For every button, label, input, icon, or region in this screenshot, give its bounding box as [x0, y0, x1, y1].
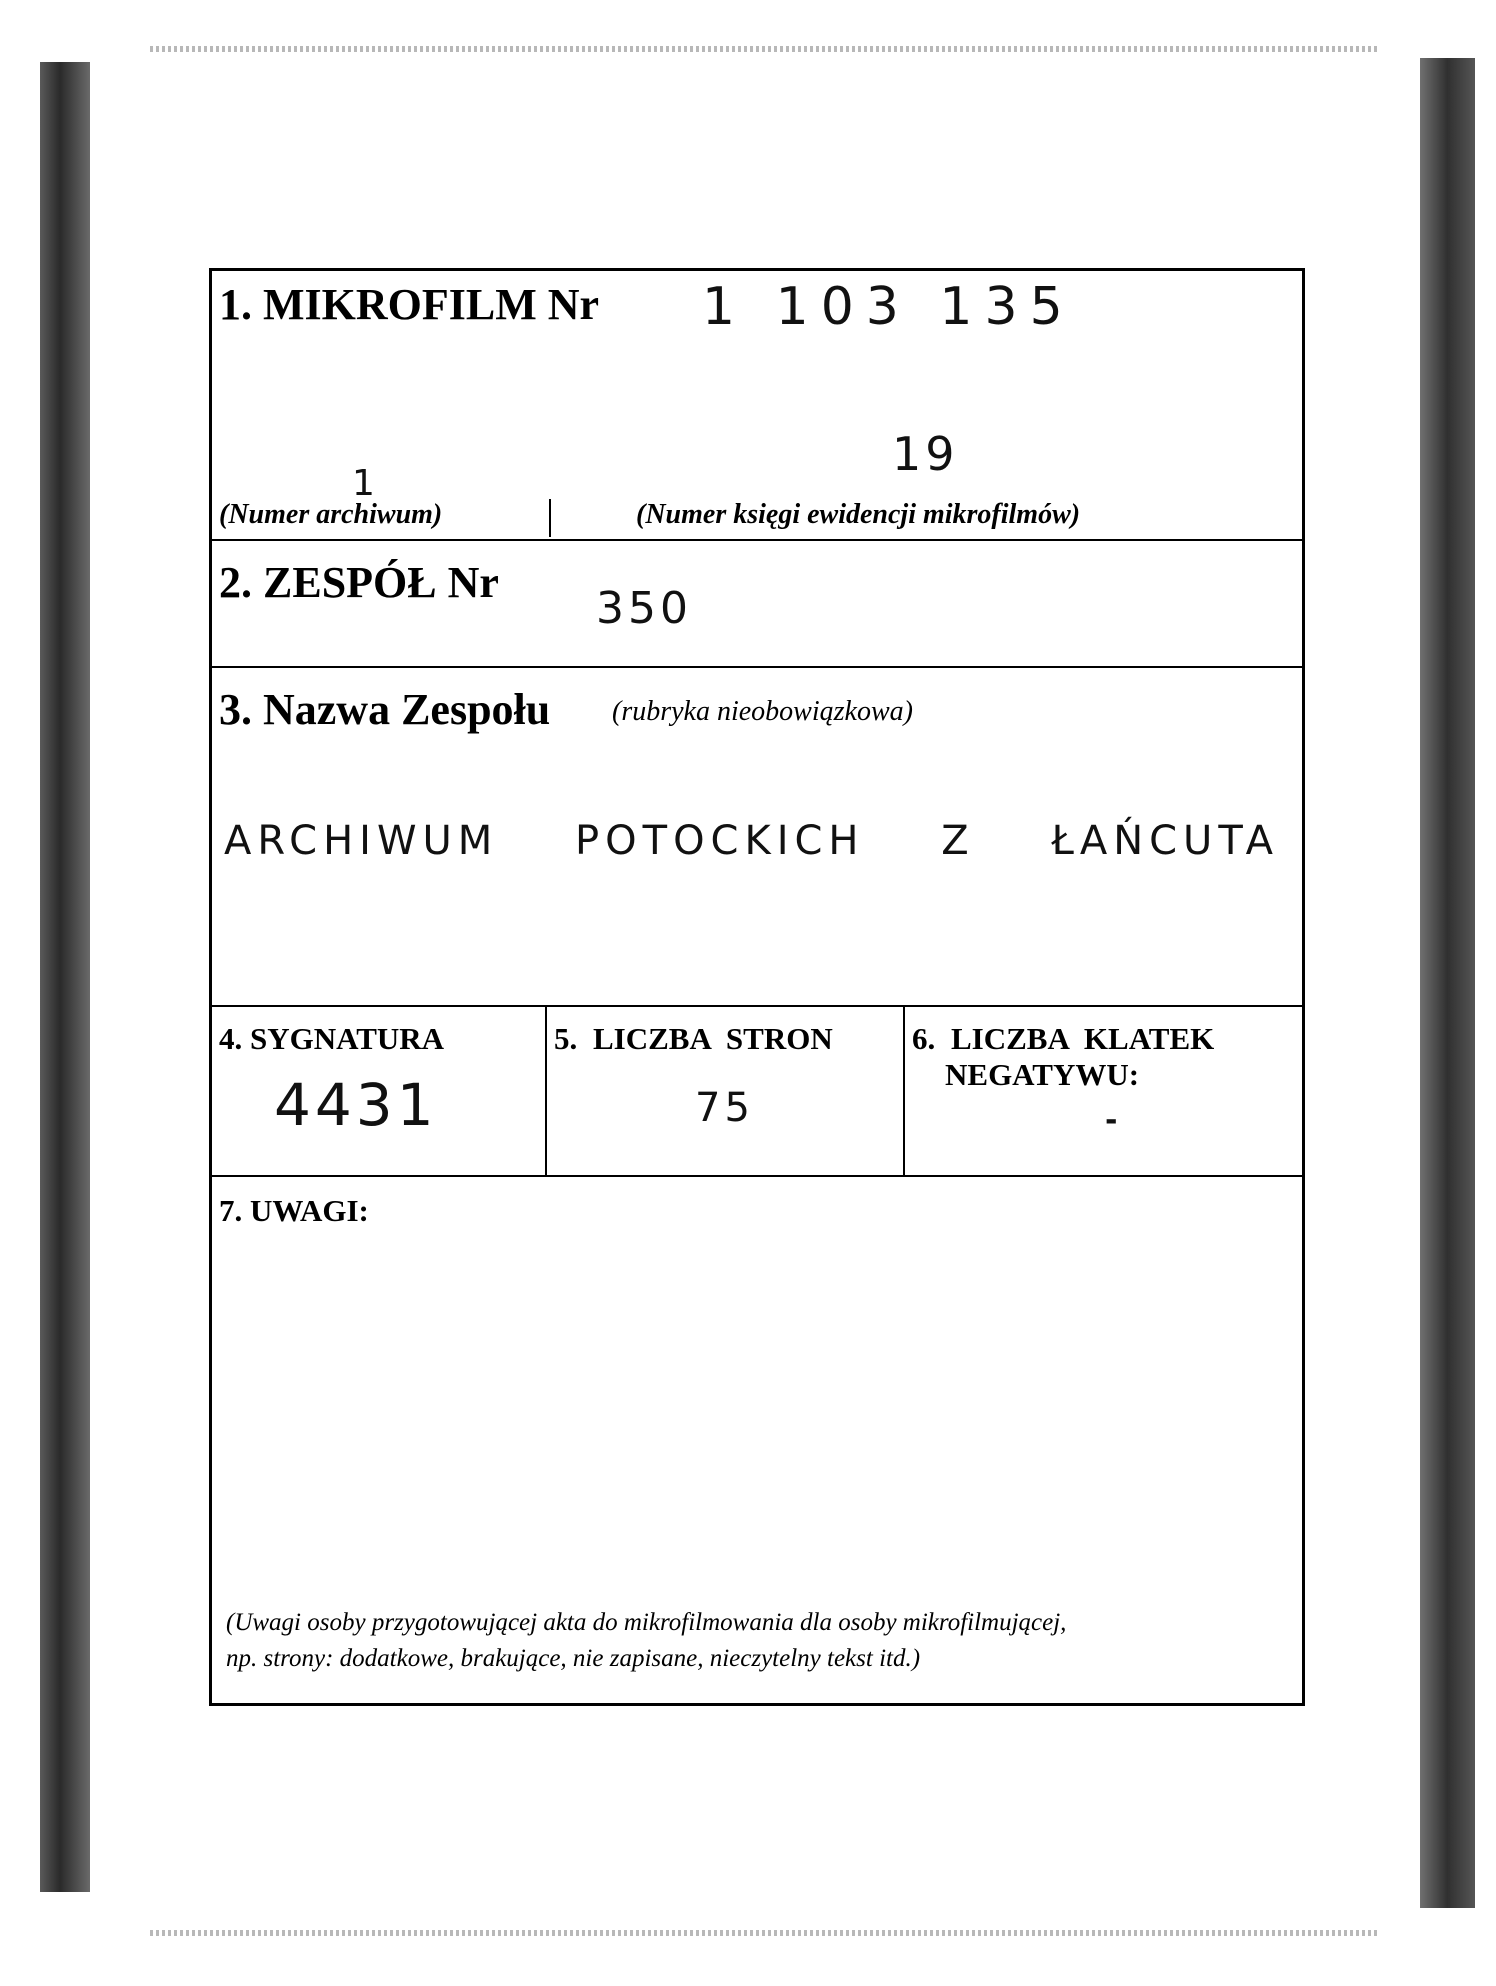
- fonds-number-section: [212, 539, 1302, 668]
- fonds-number-label: 2. ZESPÓŁ Nr: [219, 558, 499, 607]
- fonds-name-label: 3. Nazwa Zespołu: [219, 685, 551, 734]
- microfilm-card: [209, 268, 1305, 1706]
- microfilm-number: 1 103 135: [702, 277, 1075, 337]
- page-count-cell: [547, 1005, 903, 1175]
- frame-count-label: 6. LICZBA KLATEK: [912, 1021, 1215, 1056]
- register-number-label: (Numer księgi ewidencji mikrofilmów): [636, 499, 1081, 530]
- fonds-number-value: 350: [596, 583, 692, 634]
- remarks-label: 7. UWAGI:: [219, 1193, 369, 1228]
- frame-count-label-line2: NEGATYWU:: [945, 1057, 1140, 1092]
- archive-number-value: 1: [352, 463, 379, 504]
- page-count-value: 75: [695, 1085, 754, 1131]
- remarks-note-line2: np. strony: dodatkowe, brakujące, nie zapisane, nieczytelny tekst itd.): [226, 1645, 921, 1672]
- frame-count-value: -: [1105, 1103, 1122, 1138]
- signature-label: 4. SYGNATURA: [219, 1021, 445, 1056]
- remarks-section: [212, 1175, 1302, 1703]
- scan-edge-left: [40, 62, 90, 1892]
- page-count-label: 5. LICZBA STRON: [554, 1021, 833, 1056]
- scan-edge-right: [1420, 58, 1475, 1908]
- register-number-value: 19: [892, 427, 959, 481]
- field-separator: [549, 499, 551, 537]
- fonds-name-value: ARCHIWUM POTOCKICH Z ŁAŃCUTA: [224, 818, 1280, 864]
- details-section: [212, 1005, 1302, 1177]
- scan-edge-top: [150, 46, 1380, 52]
- microfilm-section: [212, 271, 1302, 541]
- microfilm-label: 1. MIKROFILM Nr: [219, 280, 600, 329]
- archive-number-label: (Numer archiwum): [219, 499, 443, 530]
- frame-count-cell: [905, 1005, 1302, 1175]
- signature-value: 4431: [274, 1071, 438, 1139]
- fonds-name-section: [212, 666, 1302, 1007]
- scan-edge-bottom: [150, 1930, 1380, 1936]
- fonds-name-hint: (rubryka nieobowiązkowa): [612, 696, 913, 727]
- signature-cell: [212, 1005, 545, 1175]
- remarks-note-line1: (Uwagi osoby przygotowującej akta do mikrofilmowania dla osoby mikrofilmującej,: [226, 1609, 1067, 1636]
